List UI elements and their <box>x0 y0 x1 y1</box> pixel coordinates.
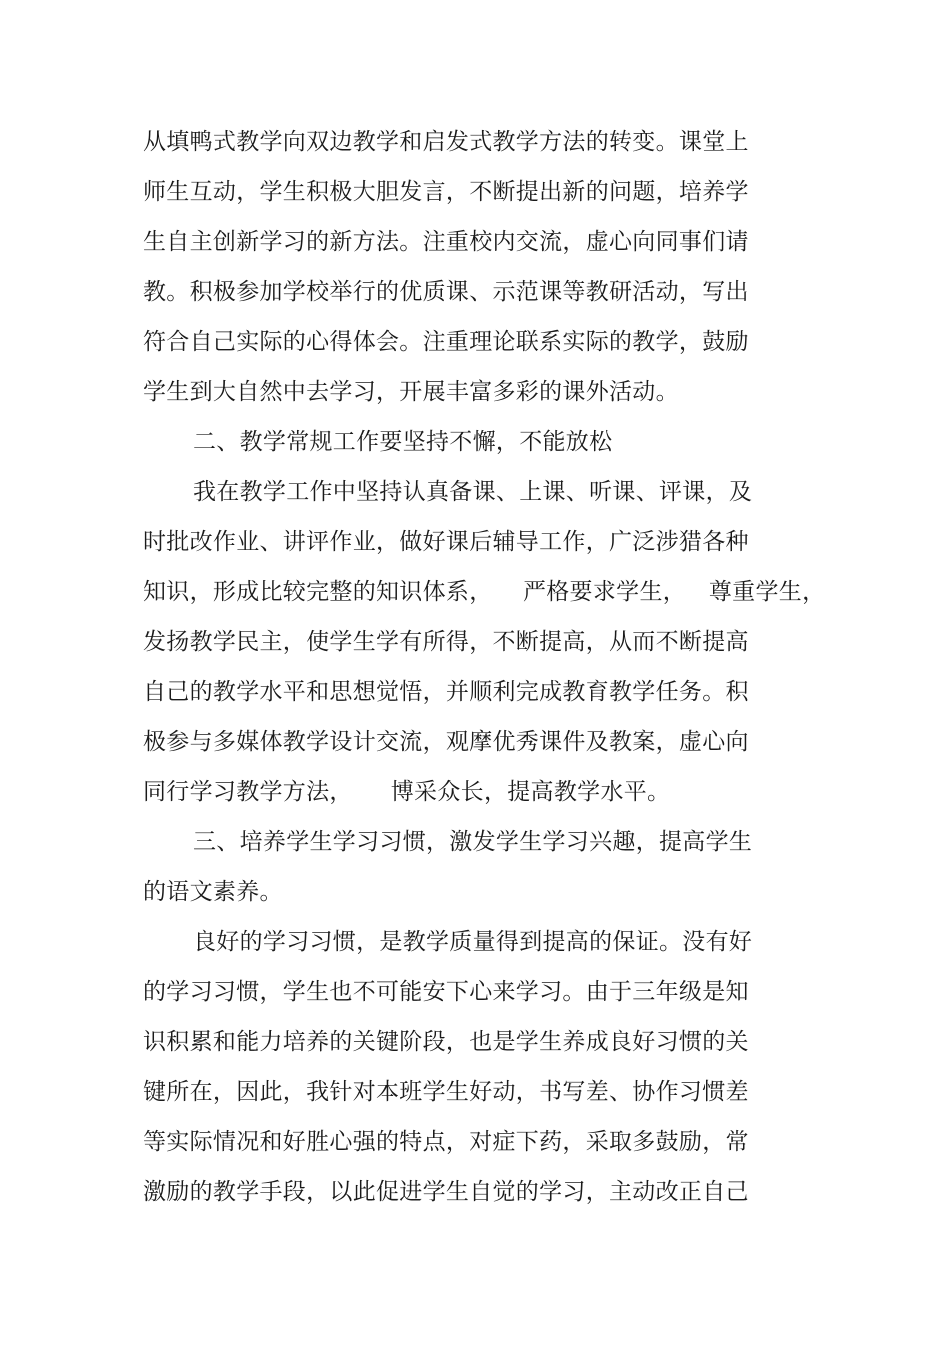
text-line: 我在教学工作中坚持认真备课、上课、听课、评课，及 <box>193 479 753 505</box>
text-line: 学生到大自然中去学习，开展丰富多彩的课外活动。 <box>143 379 679 405</box>
text-line: 极参与多媒体教学设计交流，观摩优秀课件及教案，虚心向 <box>143 729 749 755</box>
section-heading-2: 二、教学常规工作要坚持不懈，不能放松 <box>193 429 613 455</box>
text-line: 知识，形成比较完整的知识体系， 严格要求学生， 尊重学生， <box>143 579 826 605</box>
text-line: 时批改作业、讲评作业，做好课后辅导工作，广泛涉猎各种 <box>143 529 749 555</box>
text-line: 师生互动，学生积极大胆发言，不断提出新的问题，培养学 <box>143 179 749 205</box>
text-line: 激励的教学手段，以此促进学生自觉的学习，主动改正自己 <box>143 1179 749 1205</box>
text-line: 键所在，因此，我针对本班学生好动，书写差、协作习惯差 <box>143 1079 749 1105</box>
text-line: 的语文素养。 <box>143 879 283 905</box>
text-line: 同行学习教学方法， 博采众长，提高教学水平。 <box>143 779 671 805</box>
text-line: 良好的学习习惯，是教学质量得到提高的保证。没有好 <box>193 929 753 955</box>
text-line: 教。积极参加学校举行的优质课、示范课等教研活动，写出 <box>143 279 749 305</box>
text-line: 等实际情况和好胜心强的特点，对症下药，采取多鼓励，常 <box>143 1129 749 1155</box>
text-line: 识积累和能力培养的关键阶段，也是学生养成良好习惯的关 <box>143 1029 749 1055</box>
text-line: 从填鸭式教学向双边教学和启发式教学方法的转变。课堂上 <box>143 129 749 155</box>
section-heading-3: 三、培养学生学习习惯，激发学生学习兴趣，提高学生 <box>193 829 753 855</box>
text-line: 的学习习惯，学生也不可能安下心来学习。由于三年级是知 <box>143 979 749 1005</box>
text-line: 发扬教学民主，使学生学有所得，不断提高，从而不断提高 <box>143 629 749 655</box>
text-line: 生自主创新学习的新方法。注重校内交流，虚心向同事们请 <box>143 229 749 255</box>
text-line: 自己的教学水平和思想觉悟，并顺利完成教育教学任务。积 <box>143 679 749 705</box>
text-line: 符合自己实际的心得体会。注重理论联系实际的教学，鼓励 <box>143 329 749 355</box>
